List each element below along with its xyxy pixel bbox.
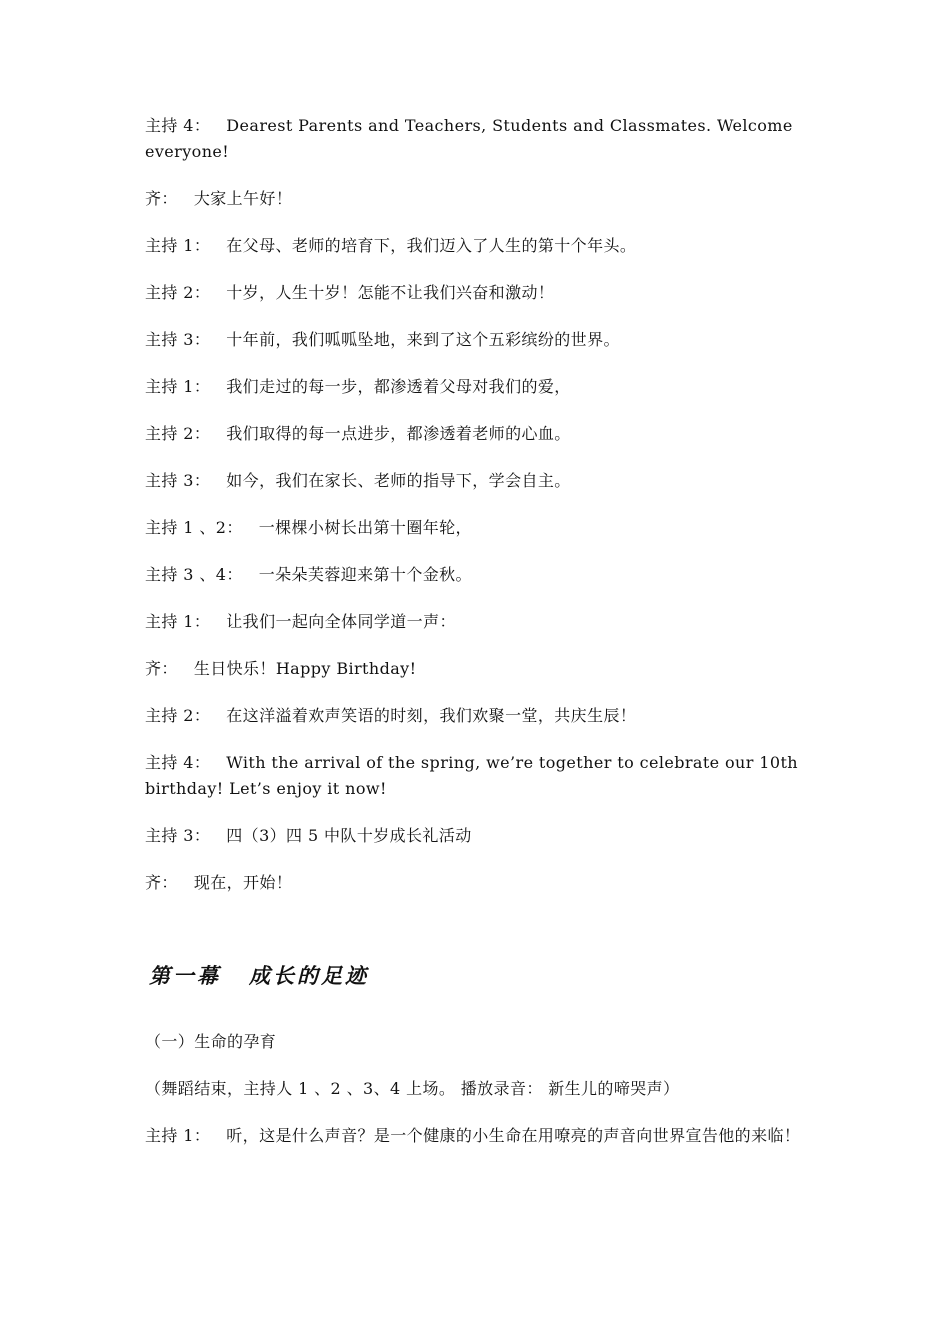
script-body (145, 113, 807, 1170)
dialogue-text: 十年前，我们呱呱坠地，来到了这个五彩缤纷的世界。 (226, 330, 620, 349)
dialogue-line (145, 374, 807, 400)
dialogue-text: 如今，我们在家长、老师的指导下，学会自主。 (226, 471, 571, 490)
dialogue-line (145, 280, 807, 306)
dialogue-text: 听，这是什么声音？是一个健康的小生命在用嘹亮的声音向世界宣告他的来临！ (226, 1126, 801, 1145)
dialogue-line (145, 609, 807, 635)
stage-direction: （舞蹈结束，主持人 1 、2 、3、4 上场。 播放录音： 新生儿的啼哭声） (145, 1079, 680, 1098)
speaker-label: 主持 4： (145, 116, 211, 135)
speaker-label: 主持 1： (145, 612, 211, 631)
dialogue-text: 在这洋溢着欢声笑语的时刻，我们欢聚一堂，共庆生辰！ (226, 706, 637, 725)
dialogue-line (145, 113, 807, 165)
subheading: （一）生命的孕育 (145, 1032, 277, 1051)
dialogue-line (145, 656, 807, 682)
section-number: 第一幕 (149, 963, 221, 988)
dialogue-text: 大家上午好！ (193, 189, 293, 208)
dialogue-line (145, 233, 807, 259)
speaker-label: 主持 4： (145, 753, 211, 772)
speaker-label: 主持 2： (145, 424, 211, 443)
dialogue-line (145, 1123, 807, 1149)
speaker-label: 主持 2： (145, 283, 211, 302)
dialogue-text: 生日快乐！Happy Birthday! (193, 659, 417, 678)
speaker-label: 主持 1 、2： (145, 518, 243, 537)
dialogue-line (145, 468, 807, 494)
section-heading (149, 961, 807, 991)
dialogue-text: 我们取得的每一点进步，都渗透着老师的心血。 (226, 424, 571, 443)
dialogue-line (145, 186, 807, 212)
dialogue-line (145, 870, 807, 896)
dialogue-line (145, 703, 807, 729)
dialogue-text: 在父母、老师的培育下，我们迈入了人生的第十个年头。 (226, 236, 637, 255)
speaker-label: 主持 3 、4： (145, 565, 243, 584)
dialogue-line (145, 327, 807, 353)
dialogue-text: 我们走过的每一步，都渗透着父母对我们的爱， (226, 377, 571, 396)
dialogue-text: 十岁，人生十岁！怎能不让我们兴奋和激动！ (226, 283, 555, 302)
speaker-label: 主持 1： (145, 377, 211, 396)
dialogue-line (145, 750, 807, 802)
section-title: 成长的足迹 (249, 963, 369, 988)
speaker-label: 齐： (145, 659, 178, 678)
dialogue-text: With the arrival of the spring, we’re together to celebrate our 10th birthday! Let’s enjoy it now! (145, 753, 798, 798)
speaker-label: 主持 3： (145, 826, 211, 845)
speaker-label: 齐： (145, 189, 178, 208)
dialogue-text: 一棵棵小树长出第十圈年轮， (258, 518, 472, 537)
dialogue-text: Dearest Parents and Teachers, Students and Classmates. Welcome everyone! (145, 116, 793, 161)
speaker-label: 主持 3： (145, 330, 211, 349)
dialogue-text: 四（3）四 5 中队十岁成长礼活动 (226, 826, 472, 845)
dialogue-text: 一朵朵芙蓉迎来第十个金秋。 (258, 565, 472, 584)
speaker-label: 齐： (145, 873, 178, 892)
speaker-label: 主持 2： (145, 706, 211, 725)
speaker-label: 主持 1： (145, 1126, 211, 1145)
dialogue-line (145, 562, 807, 588)
speaker-label: 主持 3： (145, 471, 211, 490)
dialogue-text: 现在，开始！ (193, 873, 293, 892)
dialogue-line (145, 515, 807, 541)
dialogue-line (145, 823, 807, 849)
speaker-label: 主持 1： (145, 236, 211, 255)
dialogue-line (145, 421, 807, 447)
dialogue-text: 让我们一起向全体同学道一声： (226, 612, 456, 631)
